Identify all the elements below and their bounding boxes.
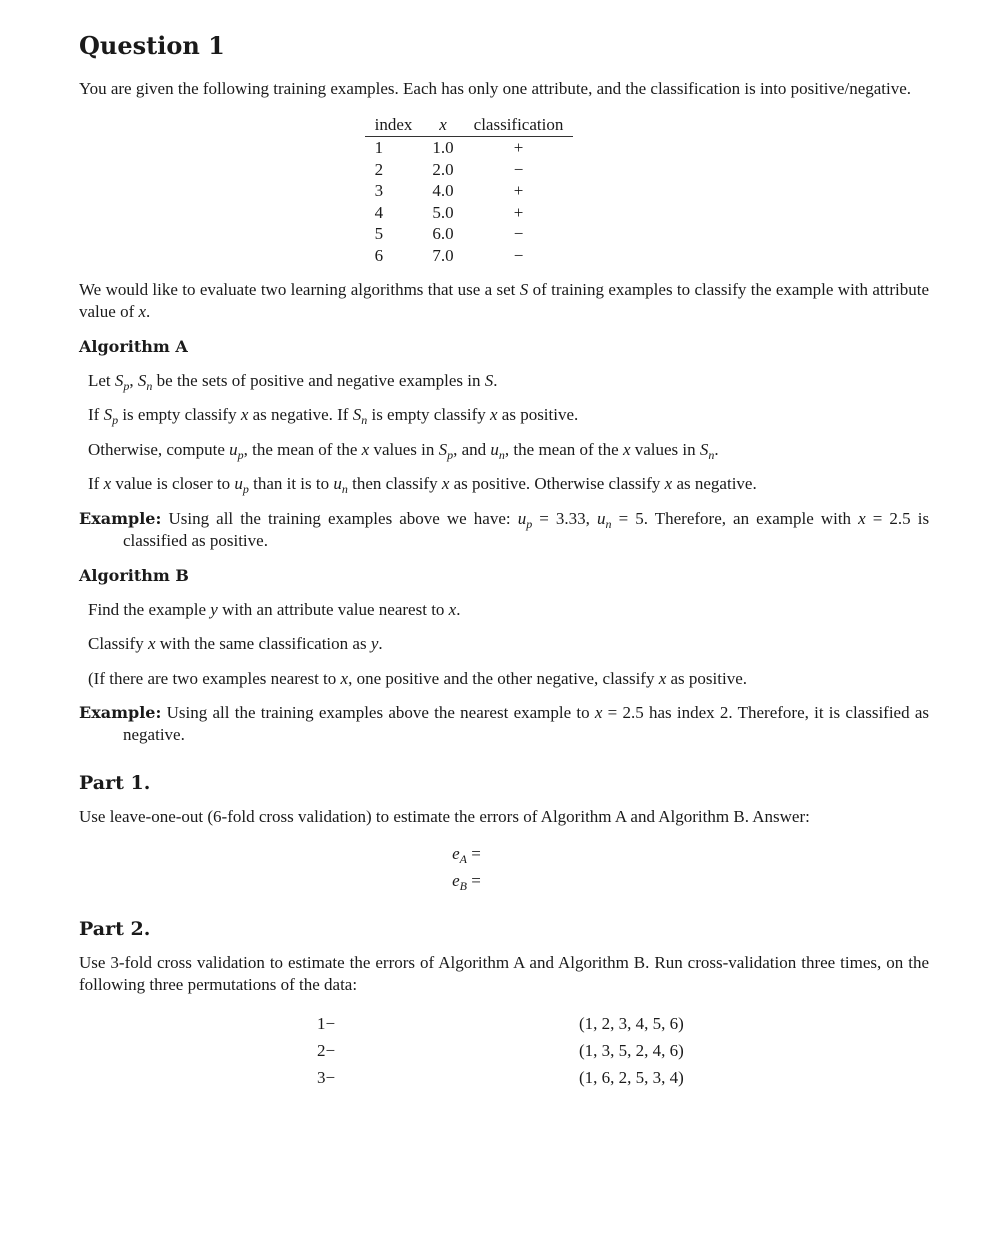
table-row xyxy=(365,137,574,159)
part-1-text: Use leave-one-out (6-fold cross validation) to estimate the errors of Algorithm A and Algorithm B. Answer: xyxy=(79,807,810,827)
cell-classification: + xyxy=(513,138,524,157)
algorithm-a-example: Example: Using all the training examples above we have: $u_p = 3.33$, $u_n = 5$. Therefore, an example with x = 2.5 is classified as positive. xyxy=(79,508,930,550)
intro-paragraph: You are given the following training examples. Each has only one attribute, and the classification is into positive/negative. xyxy=(79,79,912,98)
cell-x: 7.0 xyxy=(432,245,454,265)
part-2-text: Use 3-fold cross validation to estimate the errors of Algorithm A and Algorithm B. Run cross-validation three times, on the following three permutations of the data: xyxy=(79,953,929,995)
answer-ea: $e_A$ = xyxy=(452,844,481,867)
document-page xyxy=(79,30,929,1091)
cell-classification: − xyxy=(513,245,524,265)
cell-classification: − xyxy=(513,159,524,179)
algorithm-a-line-2: If $S_p$ is empty classify x as negative. If $S_n$ is empty classify x as positive. xyxy=(88,405,579,428)
header-index: index xyxy=(365,114,423,137)
cell-index: 4 xyxy=(374,202,384,222)
cell-index: 1 xyxy=(374,138,384,157)
cell-classification: + xyxy=(513,181,524,201)
permutation-value: (1, 6, 2, 5, 3, 4) xyxy=(579,1068,684,1088)
answer-eb: $e_B$ = xyxy=(452,871,481,894)
table-row xyxy=(365,223,574,245)
cell-index: 6 xyxy=(374,245,384,265)
cell-classification: + xyxy=(513,202,524,222)
header-x: x xyxy=(422,114,463,137)
permutation-label: 2− xyxy=(317,1041,336,1061)
permutation-row xyxy=(317,1064,684,1091)
cell-index: 2 xyxy=(374,159,384,179)
algorithm-a-title: Algorithm A xyxy=(79,336,188,356)
permutation-row xyxy=(317,1010,684,1037)
permutations-table xyxy=(317,1010,684,1091)
part-2-title: Part 2. xyxy=(79,918,151,941)
algorithm-b-title: Algorithm B xyxy=(79,565,189,585)
header-classification: classification xyxy=(464,114,574,137)
table-header-row xyxy=(365,114,574,137)
permutation-row xyxy=(317,1037,684,1064)
algorithm-b-line-2: Classify x with the same classification as y. xyxy=(88,634,383,654)
cell-x: 6.0 xyxy=(432,224,454,244)
algorithm-b-line-3: (If there are two examples nearest to x, one positive and the other negative, classify x as positive. xyxy=(88,668,748,688)
algorithm-a-line-4: If x value is closer to $u_p$ than it is to $u_n$ then classify x as positive. Otherwise classify x as negative. xyxy=(88,474,757,497)
training-table xyxy=(365,114,574,267)
training-table-wrap xyxy=(79,114,929,267)
part-1-title: Part 1. xyxy=(79,772,151,795)
cell-x: 4.0 xyxy=(432,181,454,201)
permutation-label: 3− xyxy=(317,1068,336,1088)
table-row xyxy=(365,245,574,267)
cell-index: 5 xyxy=(374,224,384,244)
algorithm-a-line-1: Let $S_p$, $S_n$ be the sets of positive and negative examples in S. xyxy=(88,370,498,393)
permutation-label: 1− xyxy=(317,1014,336,1034)
table-row xyxy=(365,202,574,224)
cell-x: 1.0 xyxy=(432,138,454,157)
cell-x: 2.0 xyxy=(432,159,454,179)
algorithm-b-example: Example: Using all the training examples above the nearest example to x = 2.5 has index 2. Therefore, it is classified as negative. xyxy=(79,703,930,745)
permutation-value: (1, 2, 3, 4, 5, 6) xyxy=(579,1014,684,1034)
permutation-value: (1, 3, 5, 2, 4, 6) xyxy=(579,1041,684,1061)
table-row xyxy=(365,159,574,181)
cell-index: 3 xyxy=(374,181,384,201)
cell-classification: − xyxy=(513,224,524,244)
question-title: Question 1 xyxy=(79,31,225,60)
algorithm-a-line-3: Otherwise, compute $u_p$, the mean of the x values in $S_p$, and $u_n$, the mean of the x values in $S_n$. xyxy=(88,439,719,462)
evaluation-paragraph: We would like to evaluate two learning algorithms that use a set S of training examples to classify the example with attribute value of x. xyxy=(79,279,930,321)
answer-equations xyxy=(79,840,929,894)
table-row xyxy=(365,180,574,202)
cell-x: 5.0 xyxy=(432,202,454,222)
algorithm-b-line-1: Find the example y with an attribute value nearest to x. xyxy=(88,599,461,619)
